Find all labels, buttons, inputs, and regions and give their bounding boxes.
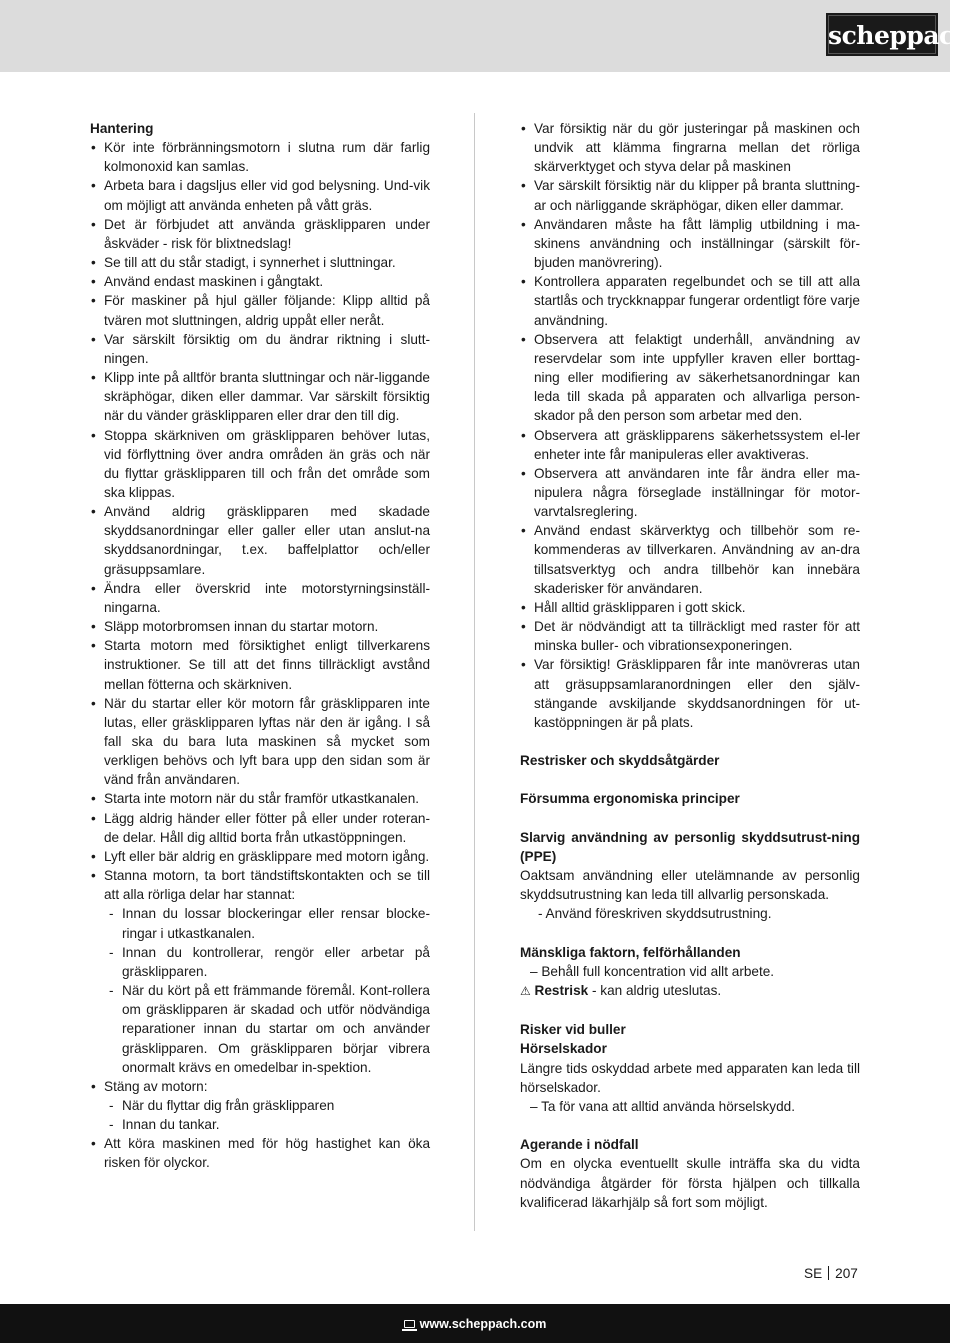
list-item: • När du startar eller kör motorn får gräsklipparen inte lutas, eller gräsklipparen lyftas när den är igång. I så fall ska du bara luta maskinen så mycket som verkligen behövs och lyft bara upp den sidan som är vänd från användaren. [90,694,430,790]
list-item: • Var försiktig när du gör justeringar på maskinen och undvik att klämma fingrarna mellan det rörliga skärverktyget och styva delar på maskinen [520,119,860,176]
sub-list-item: - Innan du kontrollerar, rengör eller arbetar på gräsklipparen. [108,943,430,981]
restrisk-text: - kan aldrig uteslutas. [588,982,722,998]
list-item: • Ändra eller överskrid inte motorstyrningsinställ-ningarna. [90,579,430,617]
list-item: • Håll alltid gräsklipparen i gott skick. [520,598,860,617]
section-heading-human-factor: Mänskliga faktorn, felförhållanden [520,944,741,960]
computer-icon [404,1320,415,1328]
scheppach-logo: scheppach [826,13,938,56]
list-item-turn-off [90,1077,430,1134]
list-item: • Observera att gräsklipparens säkerhetssystem el-ler enheter inte får manipuleras eller avaktiveras. [520,426,860,464]
ppe-item: - Använd föreskriven skyddsutrustning. [538,906,772,922]
list-item: • Det är förbjudet att använda gräsklipparen under åskväder - risk för blixtnedslag! [90,215,430,253]
warning-icon: ⚠ [520,983,531,998]
sub-list-item: - Innan du lossar blockeringar eller rensar blocke-ringar i utkastkanalen. [108,904,430,942]
emergency-text: Om en olycka eventuellt skulle inträffa ska du vidta nödvändiga åtgärder för första hjälpen och tillkalla kvalificerad läkarhjälp så fort som möjligt. [520,1156,860,1210]
page-number-value: 207 [835,1266,858,1281]
list-item: • Var särskilt försiktig när du klipper på branta sluttning-ar och närliggande skräphögar, diken eller dammar. [520,176,860,214]
page-language: SE [804,1266,823,1281]
section-heading-ergonomics: Försumma ergonomiska principer [520,791,740,807]
right-column [520,119,860,1212]
list-item: • Starta motorn med försiktighet enligt tillverkarens instruktioner. Se till att det finns tillräckligt avstånd mellan fötterna och skärkniven. [90,636,430,693]
list-item: • Lyft eller bär aldrig en gräsklippare med motorn igång. [90,847,430,866]
human-factor-item: – Behåll full koncentration vid allt arbete. [530,963,775,979]
list-item: • Arbeta bara i dagsljus eller vid god belysning. Und-vik om möjligt att använda enheten på vått gräs. [90,176,430,214]
left-column [90,119,430,1173]
section-heading-hearing: Hörselskador [520,1041,607,1057]
list-item: • Använd endast maskinen i gångtakt. [90,272,430,291]
column-divider [474,113,475,1231]
list-item: • Släpp motorbromsen innan du startar motorn. [90,617,430,636]
hearing-text: Längre tids oskyddad arbete med apparaten kan leda till hörselskador. [520,1060,860,1095]
section-heading-residual-risks: Restrisker och skyddsåtgärder [520,753,720,769]
list-item: • Använd endast skärverktyg och tillbehör som re-kommenderas av tillverkaren. Användning av an-dra tillsatsverktyg och andra tillbehör kan innebära skaderisker för användaren. [520,521,860,598]
safety-list [520,119,860,732]
restrisk-line [520,981,860,1001]
list-item: • Det är nödvändigt att ta tillräckligt med raster för att minska buller- och vibrationsexponeringen. [520,617,860,655]
header-band [0,0,971,72]
ppe-text: Oaktsam användning eller utelämnande av personlig skyddsutrustning kan leda till allvarlig personskada. [520,868,860,903]
list-item: • Stoppa skärkniven om gräsklipparen behöver lutas, vid förflyttning över andra områden än gräs och när du flyttar gräsklipparen till och från det område som ska klippas. [90,426,430,503]
list-item: • Använd aldrig gräsklipparen med skadade skyddsanordningar eller galler eller utan anslut-na skyddsanordningar, t.ex. baffelplattor och/eller gräsuppsamlare. [90,502,430,579]
list-item: • Starta inte motorn när du står framför utkastkanalen. [90,789,430,808]
page-number [804,1264,858,1283]
hearing-item: – Ta för vana att alltid använda hörselskydd. [530,1098,795,1114]
list-item: • Att köra maskinen med för hög hastighet kan öka risken för olyckor. [90,1134,430,1172]
list-item: • Var försiktig! Gräsklipparen får inte manövreras utan att gräsuppsamlaranordningen eller den själv-stängande avskiljande skyddsanordningen för ut-kastöppningen är på plats. [520,655,860,732]
sub-list-item: - När du kört på ett främmande föremål. Kont-rollera om gräsklipparen är skadad och utför nödvändiga reparationer innan du startar om och använder gräsklipparen. Om gräsklipparen börjar vibrera onormalt krävs en omedelbar in-spektion. [108,981,430,1077]
list-item-stop-engine [90,866,430,1077]
list-item: • Kör inte förbränningsmotorn i slutna rum där farlig kolmonoxid kan samlas. [90,138,430,176]
list-item: • För maskiner på hjul gäller följande: Klipp alltid på tvären mot sluttningen, aldrig uppåt eller neråt. [90,291,430,329]
list-item: • Användaren måste ha fått lämplig utbildning i ma-skinens användning och inställningar (särskilt för-bjuden manövrering). [520,215,860,272]
list-item: • Klipp inte på alltför branta sluttningar och när-liggande skräphögar, diken eller dammar. Var särskilt försiktig när du vänder gräsklipparen eller drar den till dig. [90,368,430,425]
footer-band [0,1304,950,1343]
list-item: • Lägg aldrig händer eller fötter på eller under roteran-de delar. Håll dig alltid borta från utkastöppningen. [90,809,430,847]
page-number-separator [828,1266,829,1280]
sub-list [108,904,430,1076]
sub-list [108,1096,430,1134]
restrisk-label: Restrisk [534,982,589,998]
list-item: • Se till att du står stadigt, i synnerhet i sluttningar. [90,253,430,272]
section-heading-noise: Risker vid buller [520,1022,626,1038]
section-heading-emergency: Agerande i nödfall [520,1137,639,1153]
list-item: • Observera att felaktigt underhåll, användning av reservdelar som inte uppfyller kraven eller borttag-ning eller modifiering av säkerhetsanordningar kan leda till skada på apparaten och allvarliga person-skador på den person som arbetar med den. [520,330,860,426]
footer-url-link[interactable]: www.scheppach.com [419,1317,547,1331]
list-item: • Kontrollera apparaten regelbundet och se till att alla startlås och tryckknappar fungerar ordentligt före varje användning. [520,272,860,329]
section-heading-hantering: Hantering [90,121,154,136]
section-heading-ppe: Slarvig användning av personlig skyddsutrust-ning (PPE) [520,829,860,864]
list-item-text: • Stäng av motorn: [104,1078,208,1094]
list-item: • Var särskilt försiktig om du ändrar riktning i slutt-ningen. [90,330,430,368]
list-item: • Observera att användaren inte får ändra eller ma-nipulera några förseglade inställningar för motor-varvtalsreglering. [520,464,860,521]
sub-list-item: - Innan du tankar. [108,1115,430,1134]
hantering-list [90,138,430,1172]
list-item-text: • Stanna motorn, ta bort tändstiftskontakten och se till att alla rörliga delar har stannat: [104,868,430,903]
footer [0,1316,950,1332]
sub-list-item: - När du flyttar dig från gräsklipparen [108,1096,430,1115]
